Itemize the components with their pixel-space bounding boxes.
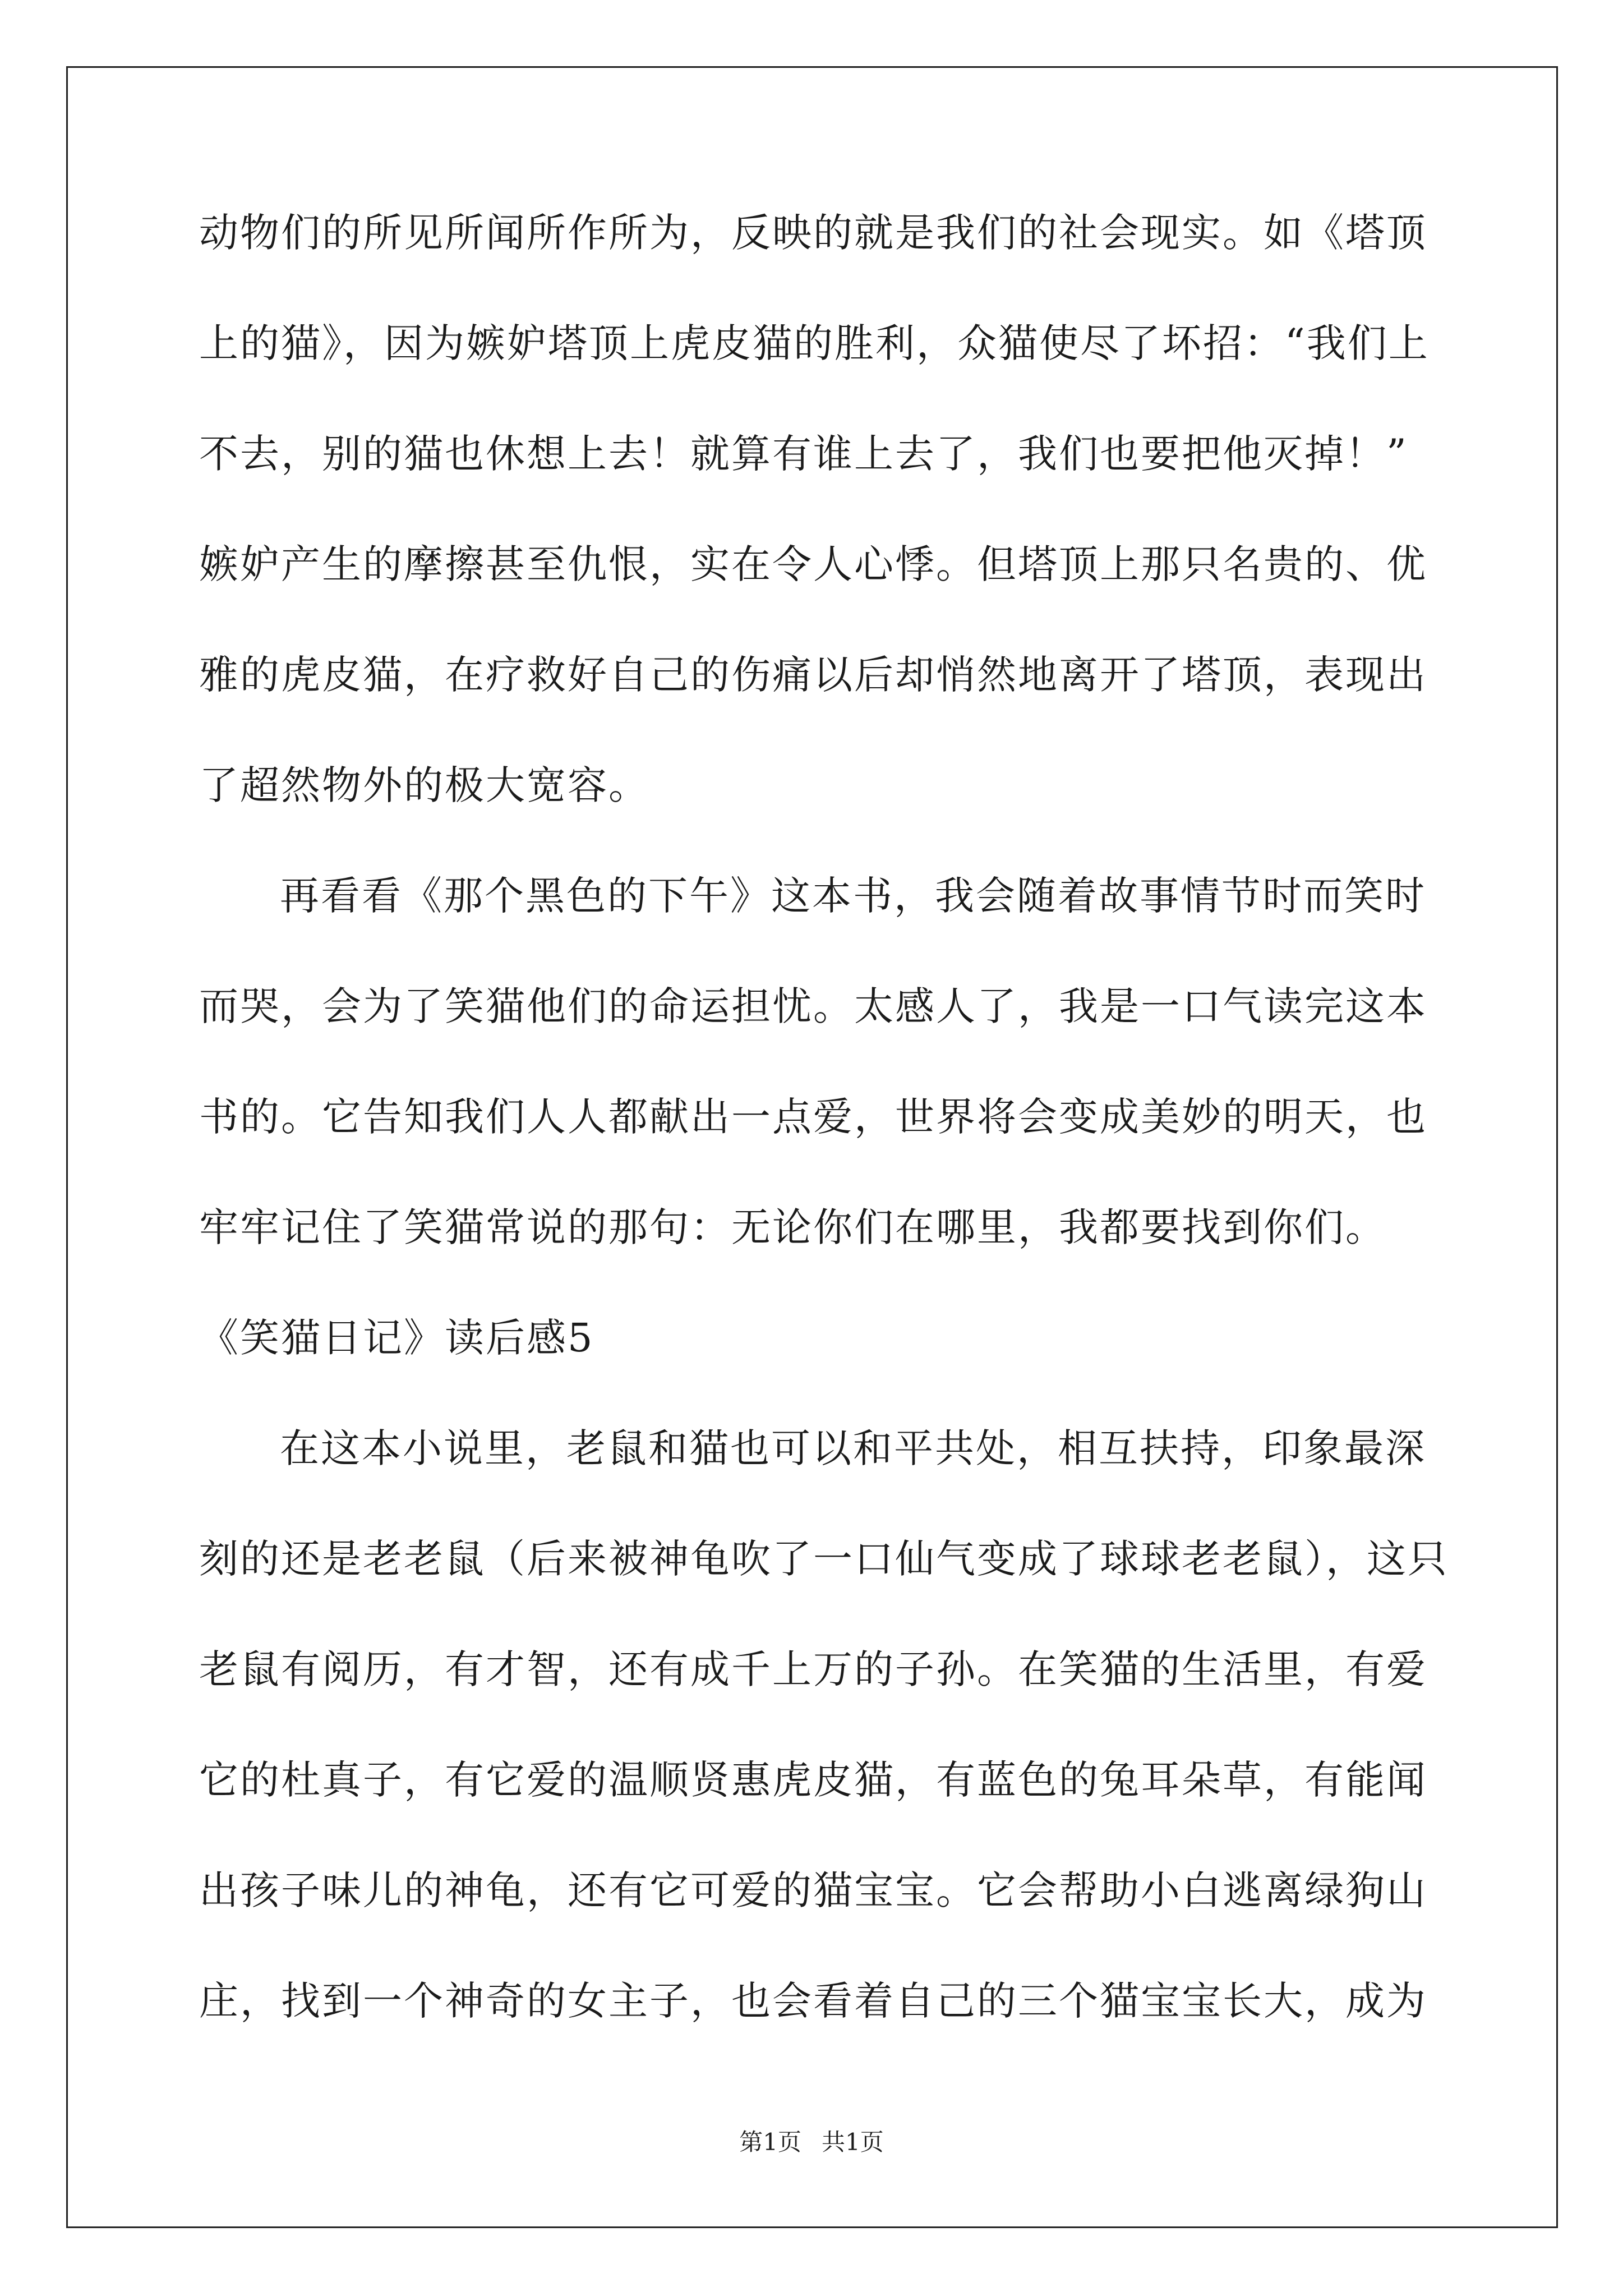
- text-line: 上的猫》，因为嫉妒塔顶上虎皮猫的胜利，众猫使尽了坏招：“我们上: [199, 320, 1430, 366]
- document-body: [199, 208, 1449, 2086]
- text-line: 动物们的所见所闻所作所为，反映的就是我们的社会现实。如《塔顶: [199, 210, 1427, 256]
- text-line: 庄，找到一个神奇的女主子，也会看着自己的三个猫宝宝长大，成为: [199, 1978, 1427, 2024]
- paragraph-start-line: 在这本小说里，老鼠和猫也可以和平共处，相互扶持，印象最深: [280, 1425, 1426, 1471]
- page-footer: [0, 2128, 1623, 2156]
- text-line: 嫉妒产生的摩擦甚至仇恨，实在令人心悸。但塔顶上那只名贵的、优: [199, 541, 1427, 587]
- text-line: 牢牢记住了笑猫常说的那句：无论你们在哪里，我都要找到你们。: [199, 1204, 1386, 1250]
- paragraph-start-line: 再看看《那个黑色的下午》这本书，我会随着故事情节时而笑时: [280, 873, 1426, 919]
- page-number: 第1页: [739, 2128, 801, 2156]
- text-line: 书的。它告知我们人人都献出一点爱，世界将会变成美妙的明天，也: [199, 1094, 1427, 1140]
- text-line: 刻的还是老老鼠（后来被神龟吹了一口仙气变成了球球老老鼠），这只: [199, 1536, 1449, 1582]
- text-line: 出孩子味儿的神龟，还有它可爱的猫宝宝。它会帮助小白逃离绿狗山: [199, 1867, 1427, 1913]
- text-line: 而哭，会为了笑猫他们的命运担忧。太感人了，我是一口气读完这本: [199, 983, 1427, 1029]
- page-total: 共1页: [822, 2128, 884, 2156]
- section-heading: 《笑猫日记》读后感5: [199, 1315, 594, 1361]
- text-line: 它的杜真子，有它爱的温顺贤惠虎皮猫，有蓝色的兔耳朵草，有能闻: [199, 1757, 1427, 1803]
- text-line: 老鼠有阅历，有才智，还有成千上万的子孙。在笑猫的生活里，有爱: [199, 1646, 1427, 1692]
- text-line: 了超然物外的极大宽容。: [199, 762, 649, 808]
- text-line: 雅的虎皮猫，在疗救好自己的伤痛以后却悄然地离开了塔顶，表现出: [199, 652, 1427, 698]
- text-line: 不去，别的猫也休想上去！就算有谁上去了，我们也要把他灭掉！”: [199, 431, 1408, 477]
